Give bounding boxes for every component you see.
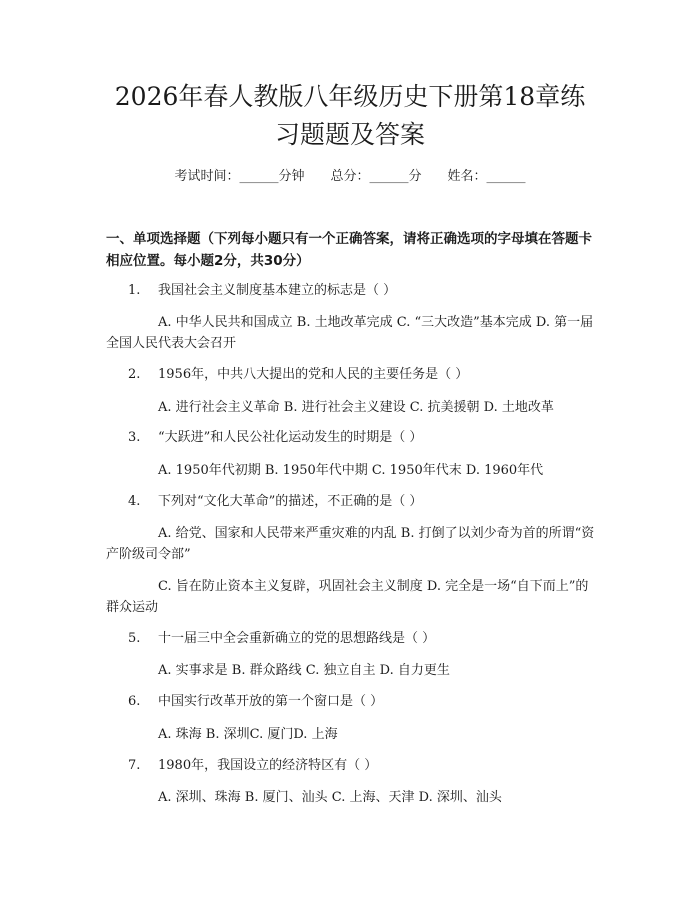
exam-time: 考试时间：______分钟 — [174, 169, 305, 184]
question-options: A. 珠海 B. 深圳C. 厦门D. 上海 — [158, 727, 338, 742]
question-text: 中国实行改革开放的第一个窗口是（ ） — [158, 694, 384, 709]
question-text: 我国社会主义制度基本建立的标志是（ ） — [158, 283, 397, 298]
question-text: 1980年，我国设立的经济特区有（ ） — [158, 758, 378, 773]
question-number: 4. — [128, 494, 141, 509]
question-text: 1956年，中共八大提出的党和人民的主要任务是（ ） — [158, 367, 469, 382]
question-options: A. 中华人民共和国成立 B. 土地改革完成 C. “三大改造”基本完成 D. 第一届全国人民代表大会召开 — [106, 315, 594, 351]
question-number: 7. — [128, 758, 141, 773]
question-options: A. 实事求是 B. 群众路线 C. 独立自主 D. 自力更生 — [158, 663, 450, 678]
question — [128, 628, 598, 649]
question-options: C. 旨在防止资本主义复辟，巩固社会主义制度 D. 完全是一场“自下而上”的群众运动 — [106, 579, 589, 615]
question-number: 5. — [128, 631, 141, 646]
question-number: 1. — [128, 283, 141, 298]
question — [128, 755, 598, 776]
question-options: A. 给党、国家和人民带来严重灾难的内乱 B. 打倒了以刘少奇为首的所谓“资产阶级司令部” — [106, 526, 595, 562]
question-options: A. 深圳、珠海 B. 厦门、汕头 C. 上海、天津 D. 深圳、汕头 — [158, 790, 502, 805]
question-number: 3. — [128, 430, 141, 445]
section-title: 一、单项选择题（下列每小题只有一个正确答案，请将正确选项的字母填在答题卡相应位置。每小题2分，共30分） — [106, 231, 592, 269]
question-text: 十一届三中全会重新确立的党的思想路线是（ ） — [158, 631, 436, 646]
question-number: 6. — [128, 694, 141, 709]
question-options: A. 1950年代初期 B. 1950年代中期 C. 1950年代末 D. 1960年代 — [158, 463, 544, 478]
question — [128, 280, 598, 301]
question-number: 2. — [128, 367, 141, 382]
exam-info — [0, 168, 700, 186]
question — [128, 364, 598, 385]
question-options: A. 进行社会主义革命 B. 进行社会主义建设 C. 抗美援朝 D. 土地改革 — [158, 400, 554, 415]
question — [128, 691, 598, 712]
question-text: 下列对“文化大革命”的描述，不正确的是（ ） — [158, 494, 423, 509]
question — [128, 427, 598, 448]
exam-score: 总分：______分 — [330, 169, 422, 184]
document-title — [70, 78, 630, 154]
question-text: “大跃进”和人民公社化运动发生的时期是（ ） — [158, 430, 423, 445]
question — [128, 491, 598, 512]
title-line-2: 习题题及答案 — [274, 120, 425, 149]
exam-name: 姓名：______ — [447, 169, 526, 184]
title-line-1: 2026年春人教版八年级历史下册第18章练 — [114, 82, 586, 111]
